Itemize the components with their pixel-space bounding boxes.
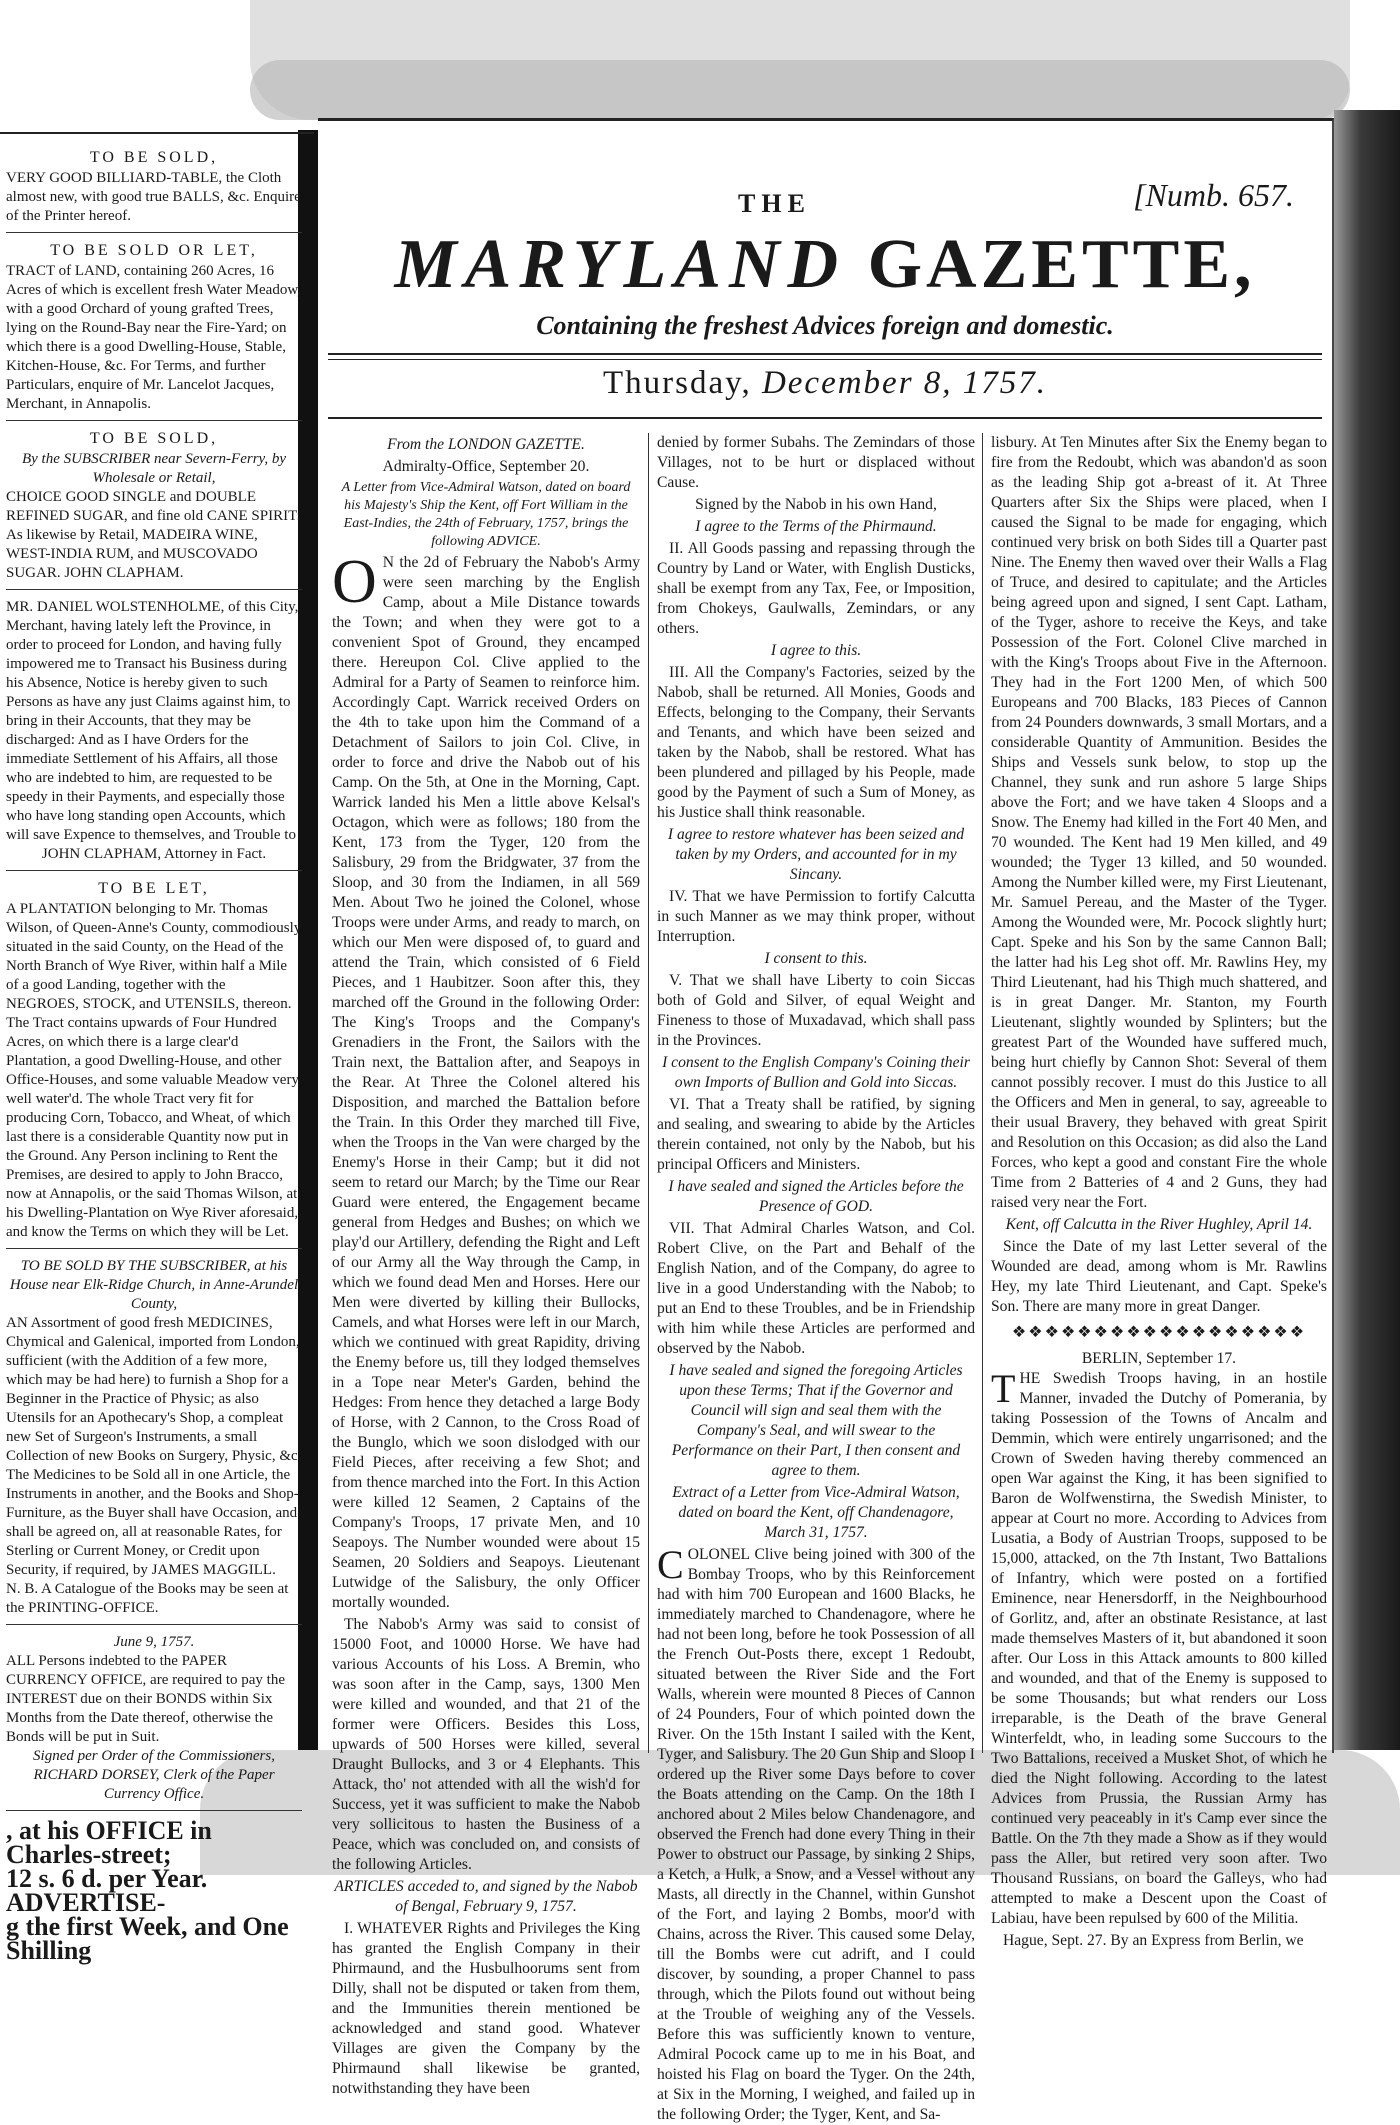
article-text: IV. That we have Permission to fortify Calcutta in such Manner as we may think proper, without Interruption.	[657, 888, 975, 945]
masthead-rule	[328, 417, 1322, 419]
ad-paper-currency	[6, 1633, 302, 1811]
article-text: V. That we shall have Liberty to coin Siccas both of Gold and Silver, of equal Weight and Fineness to those of Muxadavad, which shall pass in the Provinces.	[657, 972, 975, 1049]
article-text: III. All the Company's Factories, seized by the Nabob, shall be returned. All Monies, Goods and Effects, belonging to the Company, their Servants and Tenants, and which have been seized and taken by the Nabob, shall be restored. What has been plundered and pillaged by his People, made good by the Payment of such a Sum of Money, as his Justice shall think reasonable.	[657, 664, 975, 821]
masthead	[318, 121, 1332, 421]
agreement-note: I agree to restore whatever has been seized and taken by my Orders, and accounted for in my Sincany.	[667, 826, 965, 883]
article-text: N the 2d of February the Nabob's Army were seen marching by the English Camp, about a Mile Distance towards the Town; and when they were got to a convenient Spot of Ground, they encamped there. Hereupon Col. Clive applied to the Admiral for a Party of Seamen to reinforce him. Accordingly Capt. Warrick received Orders on the 4th to take upon him the Command of a Detachment of Sailors to join Col. Clive, in order to force and drive the Nabob out of his Camp. On the 5th, at One in the Morning, Capt. Warrick landed his Men a little above Kelsal's Octagon, which were as follows; 180 from the Kent, 173 from the Tyger, 120 from the Salisbury, 29 from the Bridgwater, 37 from the Sloop, and 30 from the Indiamen, in all 569 Men. About Two he joined the Colonel, whose Troops were under Arms, and ready to march, on which our Men were disposed of, to guard and attend the Train, which consisted of 6 Field Pieces, and 1 Haubitzer. Soon after this, they marched off the Ground in the following Order: The King's Troops and the Company's Grenadiers in the Front, the Sailors with the Train next, the Battalion after, and Seapoys in the Rear. At Three the Colonel altered his Disposition, and marched the Battalion before the Train. In this Order they marched till Five, when the Troops in the Van were charged by the Enemy's Horse in their Camp; but it did not seem to retard our March; by the Time our Rear Guard were entered, the Engagement became general from Hedges and Bushes; on which we play'd our Artillery, defending the Right and Left of our Army all the Way through the Camp, in which we found dead Men and Horses. Here our Men were diverted by killing their Bullocks, Camels, and what Horses were left in our March, which we continued with great Rapidity, driving the Enemy before us, till they lodged themselves in a Tope near Meter's Garden, behind the Hedges: From hence they detached a large Body of Horse, with 2 Cannon, to the Cross Road of the Bunglo, which we soon dislodged with our Field Pieces, after receiving a few Shot; and from thence marched into the Fort. In this Action were killed 12 Seamen, 2 Captains of the Company's Troops, 17 private Men, and 10 Seapoys. The Number wounded were about 15 Seamen, 20 Soldiers and Seapoys. Lieutenant Lutwidge of the Salisbury, the only Officer mortally wounded.	[332, 554, 640, 1611]
source-heading: From the LONDON GAZETTE.	[387, 436, 585, 453]
ad-text: AN Assortment of good fresh MEDICINES, Chymical and Galenical, imported from London, sufficient (with the Addition of a few more, which may be had here) to furnish a Shop for a Beginner in the Practice of Physic; as also Utensils for an Apothecary's Shop, a compleat new Set of Surgeon's Instruments, a small Collection of new Books on Surgery, Physic, &c. The Medicines to be Sold all in one Article, the Instruments in another, and the Books and Shop-Furniture, as the Buyer shall have Occasion, and shall be agreed on, all at reasonable Rates, for Sterling or Current Money, or Credit upon Security, if required, by JAMES MAGGILL.	[6, 1315, 302, 1578]
extract-heading: Extract of a Letter from Vice-Admiral Watson, dated on board the Kent, off Chandenagore, March 31, 1757.	[672, 1484, 960, 1541]
agreement-note: I consent to this.	[764, 950, 868, 967]
ad-nb: N. B. A Catalogue of the Books may be seen at the PRINTING-OFFICE.	[6, 1581, 289, 1616]
agreement-note: I agree to the Terms of the Phirmaund.	[695, 518, 937, 535]
left-page-footer	[6, 1816, 302, 1965]
top-scan-shadow	[250, 60, 1350, 120]
ad-wolstenholme	[6, 598, 302, 871]
ad-subheading: By the SUBSCRIBER near Severn-Ferry, by Wholesale or Retail,	[21, 451, 287, 486]
ornament-divider: ❖❖❖❖❖❖❖❖❖❖❖❖❖❖❖❖❖❖	[1011, 1324, 1307, 1341]
ad-date: June 9, 1757.	[113, 1634, 195, 1650]
article-text: The Nabob's Army was said to consist of 15000 Foot, and 10000 Horse. We have had various Accounts of his Loss. A Bremin, who was soon after in the Camp, says, 1300 Men were killed and wounded, and that 21 of the former were Officers. Besides this Loss, upwards of 500 Horses were killed, several Draught Bullocks, and 3 or 4 Elephants. This Attack, tho' not attended with all the wish'd for Success, yet it was sufficient to make the Nabob very sollicitous to hasten the Business of a Peace, which was concluded on, and consists of the following Articles.	[332, 1616, 640, 1873]
column-2	[648, 433, 975, 2123]
drop-cap: C	[657, 1542, 684, 1587]
ad-heading: TO BE SOLD,	[89, 430, 219, 447]
ad-heading: TO BE SOLD OR LET,	[50, 242, 258, 259]
office-heading: Admiralty-Office, September 20.	[382, 458, 590, 475]
article-text: HE Swedish Troops having, in an hostile Manner, invaded the Dutchy of Pomerania, by taking Possession of the Towns of Ancalm and Demmin, which were entirely ungarrisoned; and the Crown of Sweden having thereby commenced an open War against the King, it has been signified to Baron de Wolfwenstirna, the Swedish Minister, to appear at Court no more. According to Advices from Lusatia, a Body of Austrian Troops, supposed to be 15,000, attacked, on the 7th Instant, Two Battalions of Infantry, which were posted on a fortified Eminence, near Henersdorff, in the Neighbourhood of Gorlitz, and, after an obstinate Resistance, at last made themselves Masters of it, but abandoned it soon after. Our Loss in this Attack amounts to 800 killed and wounded, and that of the Enemy is supposed to be some Thousands; but what renders our Loss irreparable, is the Death of the brave General Winterfeldt, who, in leading some Succours to the Two Battalions, received a Musket Shot, of which he died the Night following. According to the latest Advices from Prussia, the Russian Army has continued very peaceably in it's Camp ever since the Battle. On the 7th they made a Show as if they would pass the Aller, but retired very soon after. Two Thousand Russians, on board the Galleys, who had attempted to make a Descent upon the Coast of Labiau, have been repulsed by 600 of the Militia.	[991, 1370, 1327, 1927]
masthead-rule	[328, 359, 1322, 360]
title-maryland: MARYLAND	[394, 226, 847, 303]
drop-cap: O	[332, 548, 377, 616]
article-text: II. All Goods passing and repassing through the Country by Land or Water, with English Dusticks, shall be exempt from any Tax, Fee, or Imposition, from Chokeys, Gaulwalls, Zemindars, or any others.	[657, 540, 975, 637]
ad-signature: JOHN CLAPHAM, Attorney in Fact.	[41, 846, 267, 862]
agreement-note: I have sealed and signed the Articles before the Presence of GOD.	[668, 1178, 964, 1215]
drop-cap: T	[991, 1366, 1016, 1411]
dateline: Kent, off Calcutta in the River Hughley, April 14.	[1005, 1216, 1313, 1233]
signature-line: Signed by the Nabob in his own Hand,	[695, 496, 937, 513]
ad-plantation	[6, 879, 302, 1249]
articles-heading: ARTICLES acceded to, and signed by the Nabob of Bengal, February 9, 1757.	[334, 1878, 638, 1915]
ad-text: VERY GOOD BILLIARD-TABLE, the Cloth almost new, with good true BALLS, &c. Enquire of the Printer hereof.	[6, 170, 301, 224]
left-page-advertisements	[0, 132, 314, 1965]
masthead-rule	[328, 353, 1322, 355]
title-gazette: GAZETTE,	[846, 226, 1256, 303]
issue-number: [Numb. 657.	[1133, 177, 1294, 213]
ad-text: CHOICE GOOD SINGLE and DOUBLE REFINED SUGAR, and fine old CANE SPIRIT: As likewise by Retail, MADEIRA WINE, WEST-INDIA RUM, and MUSCOVADO SUGAR. JOHN CLAPHAM.	[6, 489, 301, 581]
ad-text: MR. DANIEL WOLSTENHOLME, of this City, Merchant, having lately left the Province, in order to proceed for London, and having fully impowered me to Transact his Business during his Absence, Notice is hereby given to such Persons as have any just Claims against him, to bring in their Accounts, that they may be discharged: And as I have Orders for the immediate Settlement of his Affairs, all those who are indebted to him, are requested to be speedy in their Payments, and especially those who have long standing open Accounts, which will save Expence to themselves, and Trouble to	[6, 599, 299, 843]
newspaper-page	[318, 118, 1334, 2123]
ad-billiard-table	[6, 148, 302, 233]
ad-text: TRACT of LAND, containing 260 Acres, 16 Acres of which is excellent fresh Water Meadow, with a good Orchard of young grafted Trees, lying on the Round-Bay near the Fire-Yard; on which there is a good Dwelling-House, Stable, Kitchen-House, &c. For Terms, and further Particulars, enquire of Mr. Lancelot Jacques, Merchant, in Annapolis.	[6, 263, 301, 412]
berlin-heading: BERLIN, September 17.	[1081, 1350, 1237, 1367]
article-text: Since the Date of my last Letter several of the Wounded are dead, among whom is Mr. Rawlins Hey, my late Third Lieutenant, and Capt. Speke's Son. There are many more in great Danger.	[991, 1238, 1327, 1315]
ad-signature: Signed per Order of the Commissioners, RICHARD DORSEY, Clerk of the Paper Currency Office.	[33, 1748, 275, 1802]
ad-text: ALL Persons indebted to the PAPER CURRENCY OFFICE, are required to pay the INTEREST due on their BONDS within Six Months from the Date thereof, otherwise the Bonds will be put in Suit.	[6, 1653, 285, 1745]
issue-day: Thursday,	[602, 365, 752, 401]
issue-date	[318, 365, 1332, 402]
article-text: VII. That Admiral Charles Watson, and Col. Robert Clive, on the Part and Behalf of the English Nation, and of the Company, do agree to live in a good Understanding with the Nabob; to put an End to these Troubles, and be in Friendship with him while these Articles are performed and observed by the Nabob.	[657, 1220, 975, 1357]
footer-line: 12 s. 6 d. per Year. ADVERTISE-	[6, 1864, 208, 1917]
ad-heading: TO BE SOLD BY THE SUBSCRIBER, at his House near Elk-Ridge Church, in Anne-Arundel County,	[9, 1258, 299, 1312]
agreement-note: I consent to the English Company's Coining their own Imports of Bullion and Gold into Siccas.	[662, 1054, 970, 1091]
ad-sugar	[6, 429, 302, 590]
ad-text: A PLANTATION belonging to Mr. Thomas Wilson, of Queen-Anne's County, commodiously situated in the said County, on the Head of the North Branch of Wye River, within half a Mile of a good Landing, together with the NEGROES, STOCK, and UTENSILS, thereon. The Tract contains upwards of Four Hundred Acres, on which there is a large clear'd Plantation, a good Dwelling-House, and other Office-Houses, and some valuable Meadow very well water'd. The whole Tract very fit for producing Corn, Tobacco, and Wheat, of which last there is a considerable Quantity now put in the Ground. Any Person inclining to Rent the Premises, are desired to apply to John Bracco, now at Annapolis, or the said Thomas Wilson, at his Dwelling-Plantation on Wye River aforesaid, and know the Terms on which they will be Let.	[6, 901, 302, 1240]
letter-intro: A Letter from Vice-Admiral Watson, dated on board his Majesty's Ship the Kent, off Fort William in the East-Indies, the 24th of February, 1757, brings the following ADVICE.	[341, 480, 631, 549]
footer-line: , at his OFFICE in Charles-street;	[6, 1816, 212, 1869]
masthead-the: THE	[738, 189, 811, 218]
ad-medicines	[6, 1257, 302, 1625]
agreement-note: I agree to this.	[770, 642, 862, 659]
issue-date-text: December 8, 1757.	[761, 365, 1048, 401]
ad-tract-of-land	[6, 241, 302, 421]
newspaper-title	[328, 225, 1322, 305]
newspaper-subtitle: Containing the freshest Advices foreign and domestic.	[536, 311, 1114, 340]
article-text: OLONEL Clive being joined with 300 of the Bombay Troops, who by this Reinforcement had with him 700 European and 1600 Blacks, he immediately marched to Chandenagore, where he had not been long, before he took Possession of all the French Out-Posts there, except 1 Redoubt, situated between the River Side and the Fort Walls, wherein were mounted 8 Pieces of Cannon of 24 Pounders, Four of which pointed down the River. On the 15th Instant I sailed with the Kent, Tyger, and Salisbury. The 20 Gun Ship and Sloop I ordered up the River some Days before to cover the Boats attending on the Camp. On the 18th I anchored about 2 Miles below Chandenagore, and observed the French had done every Thing in their Power to obstruct our Passage, by sinking 2 Ships, a Ketch, a Hulk, a Snow, and a Vessel without any Masts, all directly in the Channel, within Gunshot of the Fort, and laying 2 Bombs, moor'd with Chains, across the River. This caused some Delay, till the Bombs were cut adrift, and I could discover, by sounding, a proper Channel to pass through, which the Pilots found out without being at the Trouble of weighing any of the Vessels. Before this was sufficiently known to venture, Admiral Pocock came up to me in his Boat, and hoisted his Flag on board the Tyger. On the 24th, at Six in the Morning, I weighed, and failed up in the following Order; the Tyger, Kent, and Sa-	[657, 1546, 975, 2123]
agreement-note: I have sealed and signed the foregoing Articles upon these Terms; That if the Governor and Council will sign and seal them with the Company's Seal, and will swear to the Performance on their Part, I then consent and agree to them.	[669, 1362, 963, 1479]
article-text: lisbury. At Ten Minutes after Six the Enemy began to fire from the Redoubt, which was abandon'd as soon as the leading Ship got a-breast of it. At Three Quarters after Six the Ships were placed, when I caused the Signal to be made for engaging, which continued very brisk on both Sides till a Quarter past Nine. The Enemy then waved over their Walls a Flag of Truce, and desired to capitulate; and the Articles being agreed upon and signed, I sent Capt. Latham, of the Tyger, ashore to receive the Keys, and take Possession of the Fort. Colonel Clive marched in with the King's Troops about Five in the Afternoon. They had in the Fort 1200 Men, of which 500 Europeans and 700 Blacks, 183 Pieces of Cannon from 24 Pounders downwards, 3 small Mortars, and a considerable Quantity of Ammunition. Besides the Ships and Vessels sunk below, to stop up the Channel, they sunk and run ashore 5 large Ships above the Fort; and we have taken 4 Sloops and a Snow. The Enemy had killed in the Fort 40 Men, and 70 wounded. The Kent had 19 Men killed, and 49 wounded; the Tyger 13 killed, and 50 wounded. Among the Number killed were, my First Lieutenant, Mr. Samuel Pereau, and the Master of the Tyger. Among the Wounded were, Mr. Pocock slightly hurt; Capt. Speke and his Son by the same Cannon Ball; the latter had his Leg shot off. Mr. Rawlins Hey, my Third Lieutenant, had his Thigh much shattered, and is in great Danger. Mr. Stanton, my Fourth Lieutenant, slightly wounded by Splinters; but the greatest Part of the Wounded have suffered much, being hurt chiefly by Cannon Shot: Several of them cannot possibly recover. I must do this Justice to all the Officers and Men in general, to say, agreeable to their usual Bravery, they behaved with great Spirit and Resolution on this Occasion; as did also the Land Forces, who kept a good and constant Fire the whole Time from 2 Batteries of 4 and 2 Guns, they had raised very near the Fort.	[991, 434, 1327, 1211]
article-text: Hague, Sept. 27. By an Express from Berlin, we	[1003, 1932, 1304, 1949]
article-text: denied by former Subahs. The Zemindars of those Villages, not to be hurt or displaced without Cause.	[657, 434, 975, 491]
footer-line: g the first Week, and One Shilling	[6, 1912, 289, 1965]
ad-heading: TO BE LET,	[98, 880, 210, 897]
book-spine-edge	[1334, 110, 1400, 1750]
column-3	[982, 433, 1327, 1949]
article-text: I. WHATEVER Rights and Privileges the King has granted the English Company in their Phirmaund, and the Husbulhoorums sent from Dilly, shall not be disputed or taken from them, and the Immunities therein mentioned be acknowledged and stand good. Whatever Villages are given the Company by the Phirmaund shall likewise be granted, notwithstanding they have been	[332, 1920, 640, 2097]
ad-heading: TO BE SOLD,	[89, 149, 219, 166]
article-text: VI. That a Treaty shall be ratified, by signing and sealing, and swearing to abide by the Articles therein contained, not only by the Nabob, but his principal Officers and Ministers.	[657, 1096, 975, 1173]
column-1	[332, 433, 640, 2097]
